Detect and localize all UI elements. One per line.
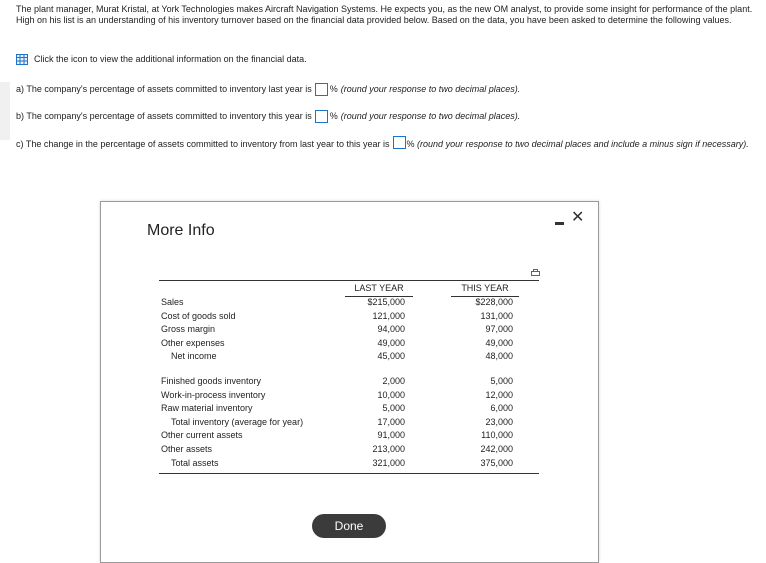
table-row bbox=[159, 376, 539, 388]
last-year-value: 10,000 bbox=[377, 389, 405, 400]
last-year-value: 2,000 bbox=[382, 376, 405, 386]
this-year-value: 48,000 bbox=[485, 351, 513, 362]
header-this-year: THIS YEAR bbox=[461, 283, 509, 293]
row-label: Total assets bbox=[171, 457, 219, 468]
financial-table bbox=[159, 280, 539, 468]
additional-info-link[interactable] bbox=[16, 54, 307, 65]
done-button[interactable]: Done bbox=[312, 514, 386, 538]
last-year-value: 45,000 bbox=[377, 351, 405, 362]
last-year-value: 91,000 bbox=[377, 430, 405, 441]
left-margin-strip bbox=[0, 82, 10, 140]
dialog-title: More Info bbox=[147, 222, 215, 239]
question-b-unit: % bbox=[329, 111, 338, 121]
this-year-value: 5,000 bbox=[490, 376, 513, 386]
answer-a-input[interactable] bbox=[315, 83, 328, 96]
table-row bbox=[159, 417, 539, 429]
this-year-value: 23,000 bbox=[485, 416, 513, 427]
last-year-value: $215,000 bbox=[367, 297, 405, 307]
question-b bbox=[16, 110, 520, 123]
question-c bbox=[16, 136, 758, 150]
question-a-text: a) The company's percentage of assets committed to inventory last year is bbox=[16, 84, 312, 94]
this-year-value: $228,000 bbox=[475, 297, 513, 307]
last-year-value: 94,000 bbox=[377, 324, 405, 335]
table-top-rule bbox=[159, 280, 539, 281]
this-year-value: 49,000 bbox=[485, 337, 513, 348]
question-a-hint: (round your response to two decimal places). bbox=[340, 84, 521, 94]
question-b-hint: (round your response to two decimal places). bbox=[340, 111, 521, 121]
question-c-text: c) The change in the percentage of assets committed to inventory from last year to this year is bbox=[16, 139, 390, 149]
header-last-year: LAST YEAR bbox=[354, 283, 404, 293]
question-a-unit: % bbox=[329, 84, 338, 94]
table-bottom-rule bbox=[159, 473, 539, 474]
more-info-dialog bbox=[100, 201, 599, 563]
row-label: Total inventory (average for year) bbox=[171, 416, 304, 427]
this-year-value: 131,000 bbox=[480, 310, 513, 321]
last-year-value: 121,000 bbox=[372, 310, 405, 321]
row-label: Other assets bbox=[161, 444, 213, 454]
row-label: Net income bbox=[171, 351, 217, 362]
close-icon[interactable]: ✕ bbox=[571, 209, 585, 226]
this-year-value: 375,000 bbox=[480, 457, 513, 468]
table-row bbox=[159, 390, 539, 402]
table-row bbox=[159, 403, 539, 415]
data-table-icon[interactable] bbox=[16, 54, 28, 65]
table-row bbox=[159, 311, 539, 323]
table-row bbox=[159, 297, 539, 309]
this-year-value: 110,000 bbox=[481, 430, 513, 441]
row-label: Work-in-process inventory bbox=[161, 389, 266, 400]
answer-c-input[interactable] bbox=[393, 136, 406, 149]
last-year-value: 213,000 bbox=[372, 444, 405, 454]
row-label: Sales bbox=[161, 297, 184, 307]
table-row bbox=[159, 458, 539, 470]
table-row bbox=[159, 444, 539, 456]
info-link-text: Click the icon to view the additional information on the financial data. bbox=[34, 54, 307, 64]
answer-b-input[interactable] bbox=[315, 110, 328, 123]
this-year-value: 97,000 bbox=[485, 324, 513, 335]
table-row bbox=[159, 324, 539, 336]
row-label: Other current assets bbox=[161, 430, 243, 441]
question-c-unit: % bbox=[406, 139, 415, 149]
table-row bbox=[159, 338, 539, 350]
problem-statement: The plant manager, Murat Kristal, at York Technologies makes Aircraft Navigation Systems. He expects you, as the new OM analyst, to provide some insight for performance of the plant. High on his list is an understanding of his inventory turnover based on the financial data provided below. Based on the data, you have been asked to determine the following values. bbox=[16, 4, 753, 25]
row-label: Other expenses bbox=[161, 337, 225, 348]
table-row bbox=[159, 351, 539, 363]
print-icon[interactable] bbox=[531, 269, 540, 280]
this-year-value: 6,000 bbox=[490, 403, 513, 414]
this-year-value: 242,000 bbox=[480, 444, 513, 454]
row-label: Gross margin bbox=[161, 324, 216, 335]
row-label: Finished goods inventory bbox=[161, 376, 262, 386]
minimize-button[interactable] bbox=[555, 222, 564, 225]
last-year-value: 5,000 bbox=[382, 403, 405, 414]
last-year-value: 321,000 bbox=[372, 457, 405, 468]
question-b-text: b) The company's percentage of assets committed to inventory this year is bbox=[16, 111, 312, 121]
question-a bbox=[16, 83, 520, 96]
this-year-value: 12,000 bbox=[485, 389, 513, 400]
row-label: Cost of goods sold bbox=[161, 310, 236, 321]
table-row bbox=[159, 430, 539, 442]
last-year-value: 49,000 bbox=[377, 337, 405, 348]
row-label: Raw material inventory bbox=[161, 403, 253, 414]
question-c-hint: (round your response to two decimal places and include a minus sign if necessary). bbox=[417, 139, 749, 149]
last-year-value: 17,000 bbox=[377, 416, 405, 427]
